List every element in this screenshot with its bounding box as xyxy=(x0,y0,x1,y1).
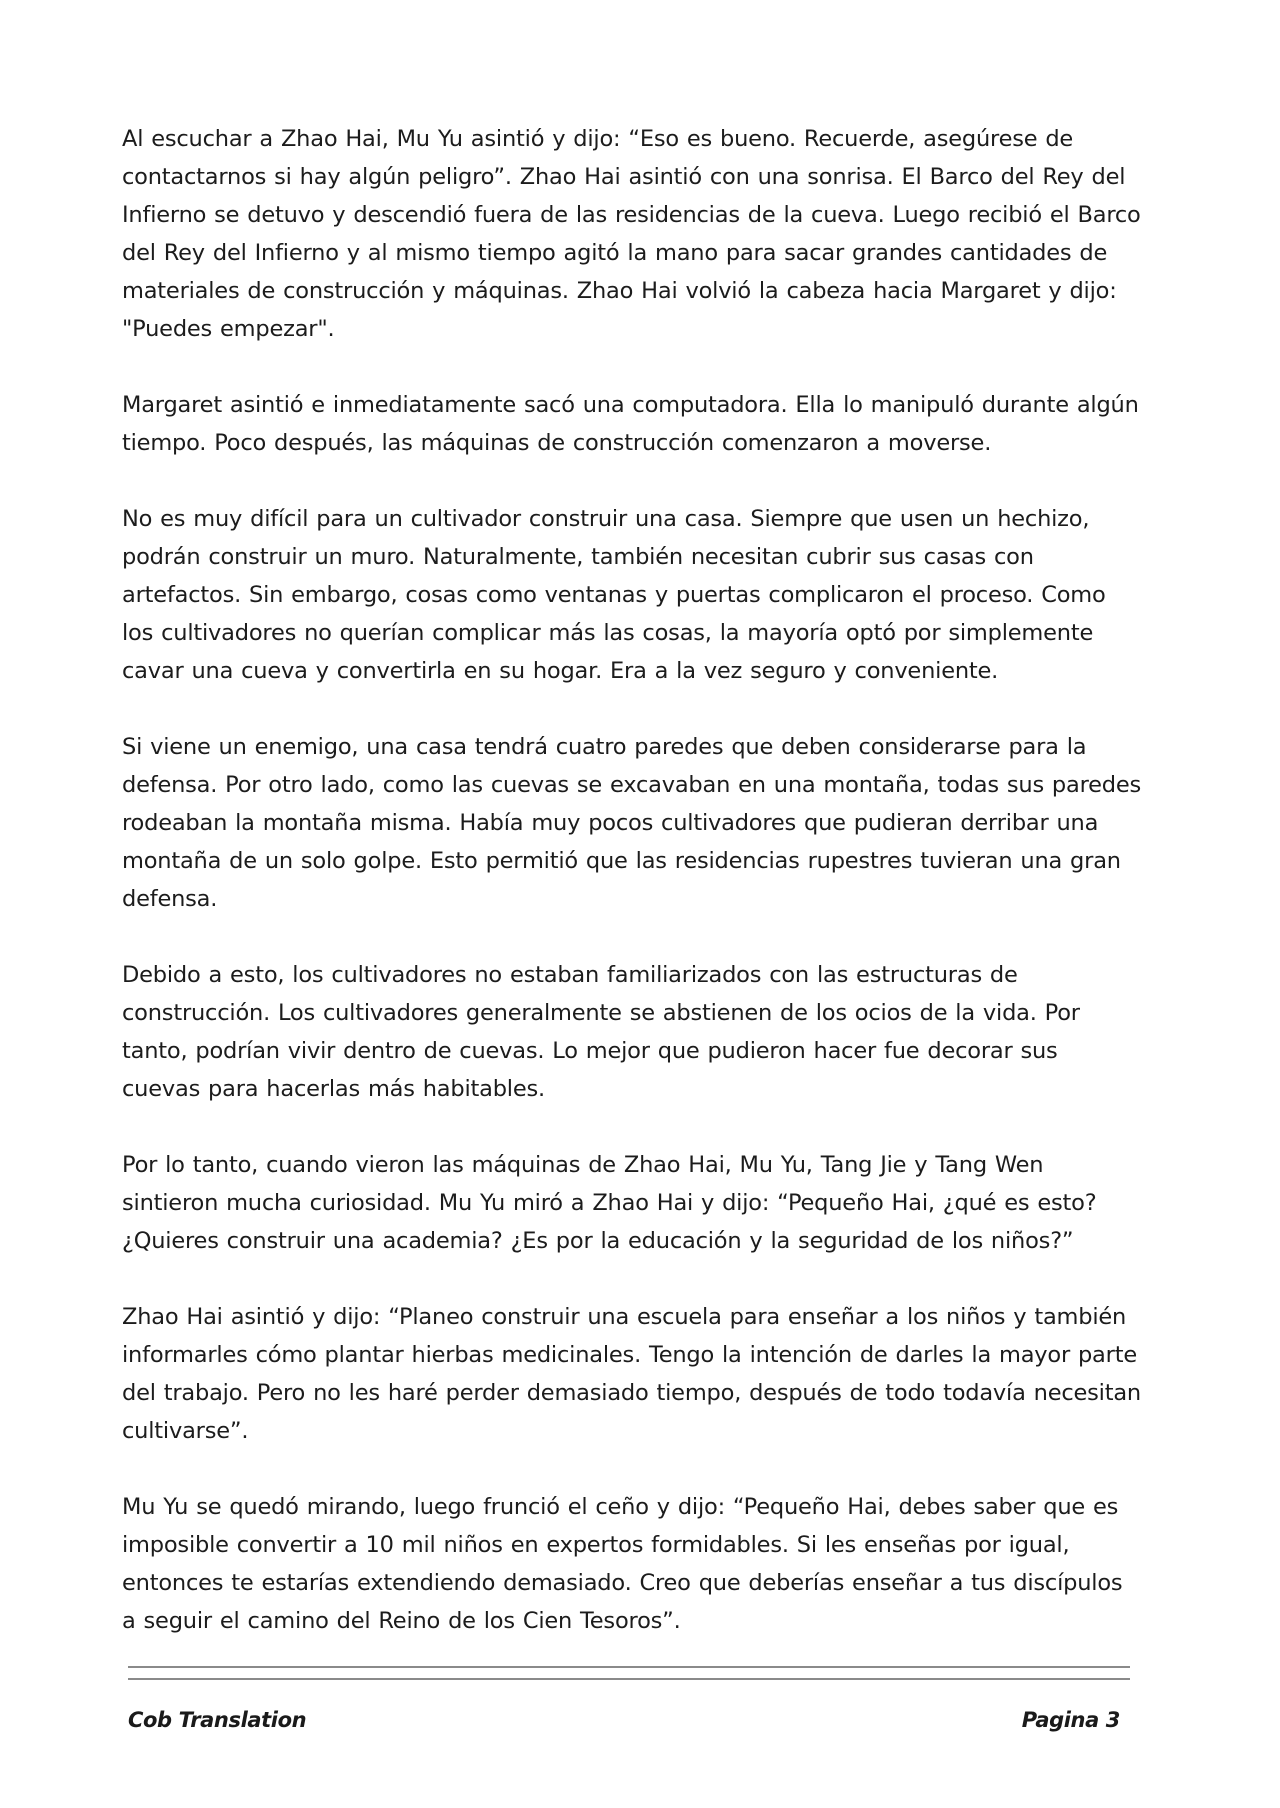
page-body xyxy=(122,120,1142,1678)
paragraph-7: Zhao Hai asintió y dijo: “Planeo construir una escuela para enseñar a los niños y también informarles cómo plantar hierbas medicinales. Tengo la intención de darles la mayor parte del trabajo. Pero no les haré perder demasiado tiempo, después de todo todavía necesitan cultivarse”. xyxy=(122,1304,1141,1444)
footer-rule-top xyxy=(128,1666,1130,1668)
footer-rule-bottom xyxy=(128,1678,1130,1680)
footer-page-number: Pagina 3 xyxy=(1021,1708,1120,1732)
paragraph-5: Debido a esto, los cultivadores no estaban familiarizados con las estructuras de construcción. Los cultivadores generalmente se abstienen de los ocios de la vida. Por tanto, podrían vivir dentro de cuevas. Lo mejor que pudieron hacer fue decorar sus cuevas para hacerlas más habitables. xyxy=(122,962,1080,1102)
paragraph-3: No es muy difícil para un cultivador construir una casa. Siempre que usen un hechizo, podrán construir un muro. Naturalmente, también necesitan cubrir sus casas con artefactos. Sin embargo, cosas como ventanas y puertas complicaron el proceso. Como los cultivadores no querían complicar más las cosas, la mayoría optó por simplemente cavar una cueva y convertirla en su hogar. Era a la vez seguro y conveniente. xyxy=(122,506,1106,684)
paragraph-6: Por lo tanto, cuando vieron las máquinas de Zhao Hai, Mu Yu, Tang Jie y Tang Wen sintieron mucha curiosidad. Mu Yu miró a Zhao Hai y dijo: “Pequeño Hai, ¿qué es esto? ¿Quieres construir una academia? ¿Es por la educación y la seguridad de los niños?” xyxy=(122,1152,1097,1254)
paragraph-2: Margaret asintió e inmediatamente sacó una computadora. Ella lo manipuló durante algún tiempo. Poco después, las máquinas de construcción comenzaron a moverse. xyxy=(122,392,1139,456)
footer-divider xyxy=(128,1666,1130,1680)
footer-publisher: Cob Translation xyxy=(128,1708,307,1732)
paragraph-1: Al escuchar a Zhao Hai, Mu Yu asintió y dijo: “Eso es bueno. Recuerde, asegúrese de contactarnos si hay algún peligro”. Zhao Hai asintió con una sonrisa. El Barco del Rey del Infierno se detuvo y descendió fuera de las residencias de la cueva. Luego recibió el Barco del Rey del Infierno y al mismo tiempo agitó la mano para sacar grandes cantidades de materiales de construcción y máquinas. Zhao Hai volvió la cabeza hacia Margaret y dijo: "Puedes empezar". xyxy=(122,126,1141,342)
paragraph-8: Mu Yu se quedó mirando, luego frunció el ceño y dijo: “Pequeño Hai, debes saber que es imposible convertir a 10 mil niños en expertos formidables. Si les enseñas por igual, entonces te estarías extendiendo demasiado. Creo que deberías enseñar a tus discípulos a seguir el camino del Reino de los Cien Tesoros”. xyxy=(122,1494,1123,1634)
paragraph-4: Si viene un enemigo, una casa tendrá cuatro paredes que deben considerarse para la defensa. Por otro lado, como las cuevas se excavaban en una montaña, todas sus paredes rodeaban la montaña misma. Había muy pocos cultivadores que pudieran derribar una montaña de un solo golpe. Esto permitió que las residencias rupestres tuvieran una gran defensa. xyxy=(122,734,1142,912)
